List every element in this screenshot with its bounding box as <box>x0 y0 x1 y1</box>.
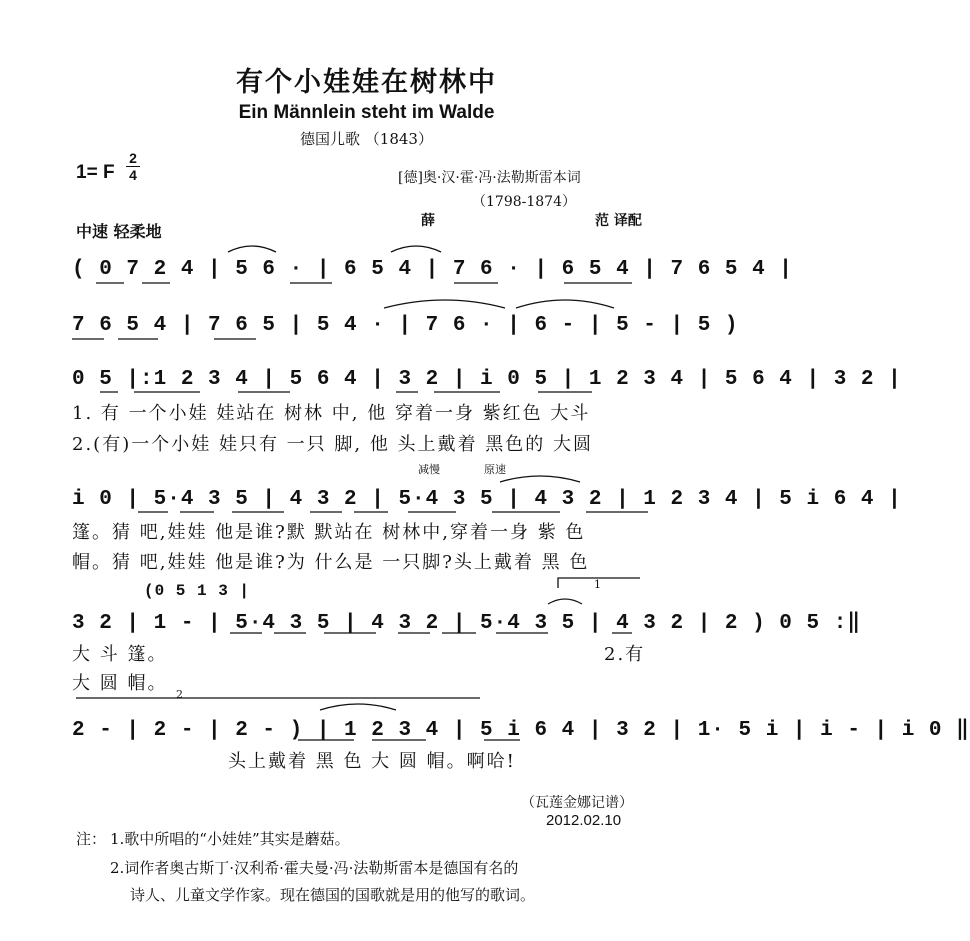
translator-left: 薛 <box>421 213 435 229</box>
volta-1-label: 1 <box>594 578 601 591</box>
slur-mark <box>228 246 276 252</box>
lyric-verse2-line2: 帽。猜 吧,娃娃 他是谁?为 什么是 一只脚?头上戴着 黑 色 <box>72 552 590 573</box>
slur-mark <box>500 476 580 482</box>
song-title: 有个小娃娃在树林中 <box>236 67 497 98</box>
lyricist-years: （1798-1874） <box>472 194 576 210</box>
note-2: 2.词作者奥古斯丁·汉利希·霍夫曼·冯·法勒斯雷本是德国有名的 <box>110 859 519 877</box>
time-signature-top: 2 <box>129 150 137 166</box>
pickup-notes: (0 5 1 3 | <box>144 582 251 600</box>
slur-mark <box>320 704 396 710</box>
song-subtitle: Ein Männlein steht im Walde <box>238 102 495 123</box>
mark-slow-down: 减慢 <box>418 463 440 476</box>
notation-line-6: 2 - | 2 - | 2 - ) | 1 2 3 4 | 5 i 6 4 | 3 2 | 1· 5 i | i - | i 0 ‖ <box>72 719 970 742</box>
lyric-verse1-line3: 大 斗 篷。 <box>72 644 168 665</box>
mark-a-tempo: 原速 <box>484 463 506 476</box>
time-signature-bottom: 4 <box>129 167 137 183</box>
notation-line-4: i 0 | 5·4 3 5 | 4 3 2 | 5·4 3 5 | 4 3 2 | 1 2 3 4 | 5 i 6 4 | <box>72 488 902 511</box>
note-1: 1.歌中所唱的“小娃娃”其实是蘑菇。 <box>110 830 350 848</box>
lyric-verse2-line3: 大 圆 帽。 <box>72 673 168 694</box>
slur-mark <box>384 300 505 308</box>
lyric-verse1-line1: 1. 有 一个小娃 娃站在 树林 中, 他 穿着一身 紫红色 大斗 <box>72 403 591 424</box>
notation-line-5: 3 2 | 1 - | 5·4 3 5 | 4 3 2 | 5·4 3 5 | 4 3 2 | 2 ) 0 5 :‖ <box>72 612 861 635</box>
lyric-verse2-start: 2.有 <box>604 644 646 665</box>
volta-1-bracket <box>558 578 640 588</box>
slur-mark <box>391 246 441 252</box>
lyric-verse2-line1: 2.(有)一个小娃 娃只有 一只 脚, 他 头上戴着 黑色的 大圆 <box>72 434 593 455</box>
song-origin: 德国儿歌 （1843） <box>300 130 433 148</box>
transcriber: （瓦莲金娜记谱） <box>521 795 633 811</box>
transcribe-date: 2012.02.10 <box>546 812 622 829</box>
key-signature: 1= F <box>76 162 115 183</box>
notation-line-1: ( 0 7 2 4 | 5 6 · | 6 5 4 | 7 6 · | 6 5 4 | 7 6 5 4 | <box>72 258 793 281</box>
slur-mark <box>548 599 582 604</box>
translator-right: 范 译配 <box>595 213 642 229</box>
tempo-marking: 中速 轻柔地 <box>76 222 162 241</box>
note-label: 注： <box>76 830 107 848</box>
lyricist: [德]奥·汉·霍·冯·法勒斯雷本词 <box>398 170 581 186</box>
lyric-verse1-line2: 篷。猜 吧,娃娃 他是谁?默 默站在 树林中,穿着一身 紫 色 <box>72 522 586 543</box>
lyric-final-line: 头上戴着 黑 色 大 圆 帽。啊哈! <box>228 751 516 772</box>
slur-mark <box>516 300 614 308</box>
note-2-continued: 诗人、儿童文学作家。现在德国的国歌就是用的他写的歌词。 <box>130 886 536 904</box>
notation-line-2: 7 6 5 4 | 7 6 5 | 5 4 · | 7 6 · | 6 - | 5 - | 5 ) <box>72 314 739 337</box>
notation-line-3: 0 5 |:1 2 3 4 | 5 6 4 | 3 2 | i 0 5 | 1 2 3 4 | 5 6 4 | 3 2 | <box>72 368 902 391</box>
volta-2-label: 2 <box>176 688 183 701</box>
